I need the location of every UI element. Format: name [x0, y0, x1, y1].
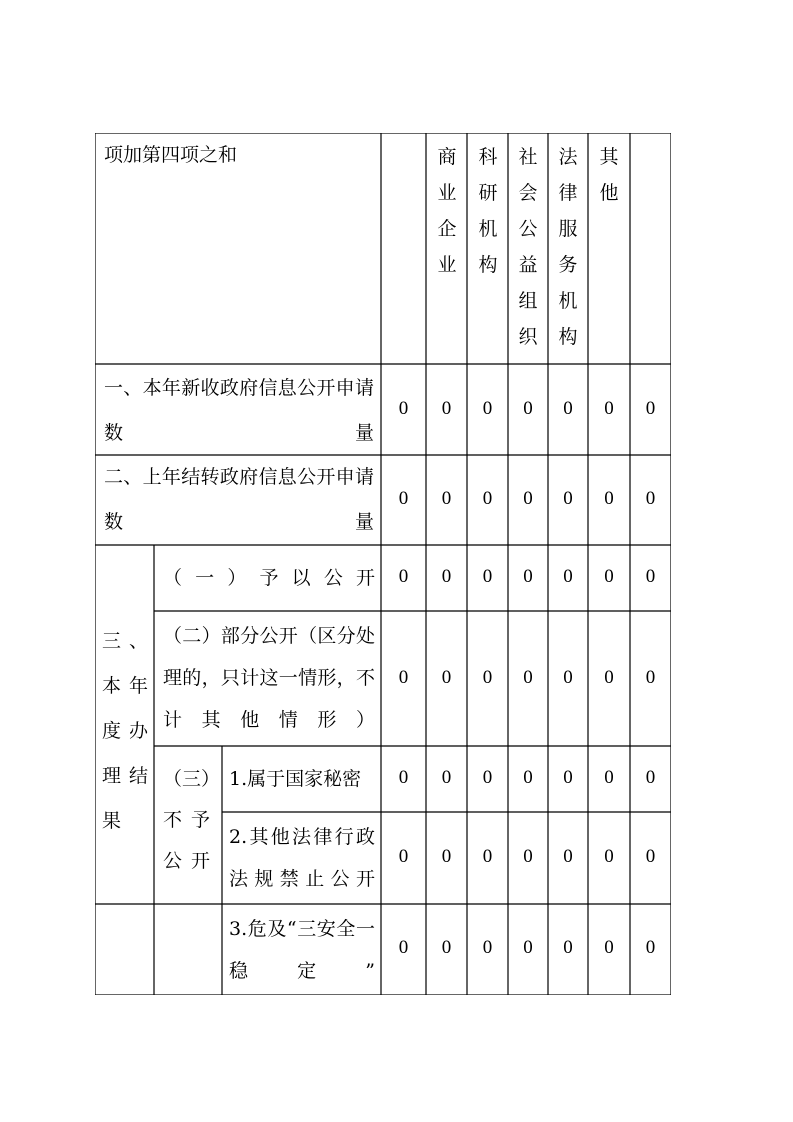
- cell-partial-research: 0: [482, 667, 493, 688]
- col-header-public-welfare: 社会公益组织: [518, 146, 538, 348]
- cell-disclose-business: 0: [441, 566, 452, 587]
- cell-sub3-total: 0: [398, 937, 409, 958]
- cell-sub3-sum: 0: [645, 937, 656, 958]
- cell-new-research: 0: [482, 398, 493, 419]
- cell-carried-research: 0: [482, 488, 493, 509]
- cell-disclose-welfare: 0: [523, 566, 533, 587]
- cell-carried-legal: 0: [563, 488, 573, 509]
- cell-carried-welfare: 0: [523, 488, 533, 509]
- col-header-business: 商业企业: [437, 146, 457, 276]
- cell-sub3-welfare: 0: [523, 937, 533, 958]
- cell-sub2-total: 0: [398, 846, 409, 867]
- cell-sub3-other: 0: [604, 937, 614, 958]
- cell-sub3-research: 0: [482, 937, 493, 958]
- cell-new-business: 0: [441, 398, 452, 419]
- cell-carried-business: 0: [441, 488, 452, 509]
- row-label-new-requests: 一、本年新收政府信息公开申请数量: [104, 377, 374, 444]
- row-label-carried-over: 二、上年结转政府信息公开申请数量: [104, 466, 374, 533]
- cell-disclose-sum: 0: [645, 566, 656, 587]
- cell-disclose-legal: 0: [563, 566, 573, 587]
- cell-new-welfare: 0: [523, 398, 533, 419]
- cell-disclose-total: 0: [398, 566, 409, 587]
- col-header-legal-services: 法律服务机构: [558, 146, 578, 348]
- cell-partial-welfare: 0: [523, 667, 533, 688]
- cell-sub1-business: 0: [441, 767, 452, 788]
- cell-partial-business: 0: [441, 667, 452, 688]
- cell-new-other: 0: [604, 398, 614, 419]
- cell-sub2-business: 0: [441, 846, 452, 867]
- cell-sub2-research: 0: [482, 846, 493, 867]
- cell-sub2-other: 0: [604, 846, 614, 867]
- cell-new-legal: 0: [563, 398, 573, 419]
- cell-carried-sum: 0: [645, 488, 656, 509]
- cell-sub1-research: 0: [482, 767, 493, 788]
- row-label-not-disclose: （三）不予公开: [163, 768, 221, 872]
- row-label-disclose: （一）予以公开: [163, 567, 375, 589]
- cell-sub1-welfare: 0: [523, 767, 533, 788]
- cell-sub1-legal: 0: [563, 767, 573, 788]
- col-header-other: 其他: [599, 146, 619, 204]
- row-label-section3: 三、本年度办理结果: [102, 630, 148, 832]
- row-label-sub2: 2.其他法律行政法规禁止公开: [229, 826, 375, 890]
- cell-sub2-sum: 0: [645, 846, 656, 867]
- cell-disclose-research: 0: [482, 566, 493, 587]
- cell-disclose-other: 0: [604, 566, 614, 587]
- cell-sub1-sum: 0: [645, 767, 656, 788]
- cell-sub3-business: 0: [441, 937, 452, 958]
- cell-sub2-welfare: 0: [523, 846, 533, 867]
- cell-sub1-total: 0: [398, 767, 409, 788]
- cell-new-total: 0: [398, 398, 409, 419]
- cell-sub2-legal: 0: [563, 846, 573, 867]
- header-row-label: 项加第四项之和: [104, 144, 238, 166]
- cell-partial-sum: 0: [645, 667, 656, 688]
- cell-new-sum: 0: [645, 398, 656, 419]
- cell-sub1-other: 0: [604, 767, 614, 788]
- col-header-research: 科研机构: [478, 146, 498, 276]
- cell-sub3-legal: 0: [563, 937, 573, 958]
- cell-partial-legal: 0: [563, 667, 573, 688]
- cell-carried-other: 0: [604, 488, 614, 509]
- cell-carried-total: 0: [398, 488, 409, 509]
- cell-partial-other: 0: [604, 667, 614, 688]
- cell-partial-total: 0: [398, 667, 409, 688]
- disclosure-statistics-table: [95, 133, 671, 995]
- row-label-partial: （二）部分公开（区分处理的，只计这一情形，不计其他情形）: [163, 625, 375, 731]
- row-label-sub3: 3.危及“三安全一稳定”: [229, 918, 375, 982]
- row-label-sub1: 1.属于国家秘密: [229, 768, 362, 790]
